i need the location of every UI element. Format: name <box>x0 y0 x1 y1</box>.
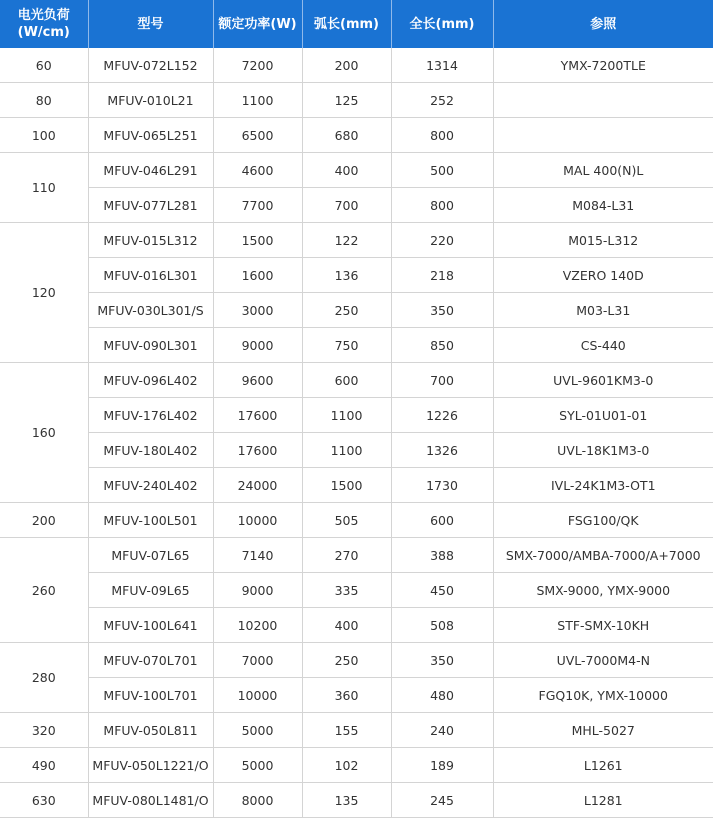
power-cell: 10000 <box>213 678 302 713</box>
reference-cell: FSG100/QK <box>493 503 713 538</box>
table-body <box>0 48 713 818</box>
model-cell: MFUV-010L21 <box>88 83 213 118</box>
table-row <box>0 328 713 363</box>
reference-cell: MHL-5027 <box>493 713 713 748</box>
model-cell: MFUV-240L402 <box>88 468 213 503</box>
table-row <box>0 83 713 118</box>
total-length-cell: 800 <box>391 188 493 223</box>
model-cell: MFUV-09L65 <box>88 573 213 608</box>
load-cell: 200 <box>0 503 88 538</box>
model-cell: MFUV-100L501 <box>88 503 213 538</box>
load-cell: 630 <box>0 783 88 818</box>
total-length-cell: 350 <box>391 293 493 328</box>
total-length-cell: 1226 <box>391 398 493 433</box>
power-cell: 7700 <box>213 188 302 223</box>
total-length-cell: 600 <box>391 503 493 538</box>
total-length-cell: 218 <box>391 258 493 293</box>
header-power: 额定功率(W) <box>213 0 302 48</box>
power-cell: 1500 <box>213 223 302 258</box>
arc-length-cell: 1500 <box>302 468 391 503</box>
reference-cell: MAL 400(N)L <box>493 153 713 188</box>
arc-length-cell: 136 <box>302 258 391 293</box>
arc-length-cell: 750 <box>302 328 391 363</box>
reference-cell: L1281 <box>493 783 713 818</box>
total-length-cell: 220 <box>391 223 493 258</box>
total-length-cell: 450 <box>391 573 493 608</box>
total-length-cell: 480 <box>391 678 493 713</box>
power-cell: 3000 <box>213 293 302 328</box>
table-row <box>0 468 713 503</box>
arc-length-cell: 1100 <box>302 398 391 433</box>
model-cell: MFUV-046L291 <box>88 153 213 188</box>
header-arc-length: 弧长(mm) <box>302 0 391 48</box>
total-length-cell: 1730 <box>391 468 493 503</box>
load-cell: 490 <box>0 748 88 783</box>
header-model: 型号 <box>88 0 213 48</box>
power-cell: 9600 <box>213 363 302 398</box>
table-row <box>0 713 713 748</box>
table-row <box>0 153 713 188</box>
table-row <box>0 678 713 713</box>
load-cell: 120 <box>0 223 88 363</box>
table-row <box>0 748 713 783</box>
power-cell: 1100 <box>213 83 302 118</box>
total-length-cell: 245 <box>391 783 493 818</box>
load-cell: 100 <box>0 118 88 153</box>
power-cell: 6500 <box>213 118 302 153</box>
arc-length-cell: 700 <box>302 188 391 223</box>
power-cell: 17600 <box>213 398 302 433</box>
table-row <box>0 643 713 678</box>
table-row <box>0 188 713 223</box>
power-cell: 10200 <box>213 608 302 643</box>
arc-length-cell: 125 <box>302 83 391 118</box>
total-length-cell: 350 <box>391 643 493 678</box>
arc-length-cell: 200 <box>302 48 391 83</box>
model-cell: MFUV-015L312 <box>88 223 213 258</box>
total-length-cell: 800 <box>391 118 493 153</box>
model-cell: MFUV-100L641 <box>88 608 213 643</box>
power-cell: 5000 <box>213 713 302 748</box>
reference-cell: VZERO 140D <box>493 258 713 293</box>
model-cell: MFUV-030L301/S <box>88 293 213 328</box>
reference-cell: UVL-9601KM3-0 <box>493 363 713 398</box>
model-cell: MFUV-080L1481/O <box>88 783 213 818</box>
total-length-cell: 189 <box>391 748 493 783</box>
table-row <box>0 118 713 153</box>
arc-length-cell: 1100 <box>302 433 391 468</box>
table-row <box>0 503 713 538</box>
reference-cell: SMX-7000/AMBA-7000/A+7000 <box>493 538 713 573</box>
power-cell: 9000 <box>213 328 302 363</box>
reference-cell: M015-L312 <box>493 223 713 258</box>
total-length-cell: 388 <box>391 538 493 573</box>
reference-cell: L1261 <box>493 748 713 783</box>
load-cell: 320 <box>0 713 88 748</box>
model-cell: MFUV-050L1221/O <box>88 748 213 783</box>
model-cell: MFUV-077L281 <box>88 188 213 223</box>
power-cell: 17600 <box>213 433 302 468</box>
total-length-cell: 1314 <box>391 48 493 83</box>
arc-length-cell: 680 <box>302 118 391 153</box>
arc-length-cell: 250 <box>302 293 391 328</box>
power-cell: 9000 <box>213 573 302 608</box>
arc-length-cell: 400 <box>302 153 391 188</box>
table-header-row <box>0 0 713 48</box>
model-cell: MFUV-090L301 <box>88 328 213 363</box>
load-cell: 110 <box>0 153 88 223</box>
arc-length-cell: 122 <box>302 223 391 258</box>
table-row <box>0 363 713 398</box>
table-row <box>0 433 713 468</box>
table-row <box>0 258 713 293</box>
model-cell: MFUV-072L152 <box>88 48 213 83</box>
power-cell: 10000 <box>213 503 302 538</box>
total-length-cell: 700 <box>391 363 493 398</box>
power-cell: 24000 <box>213 468 302 503</box>
model-cell: MFUV-050L811 <box>88 713 213 748</box>
reference-cell: YMX-7200TLE <box>493 48 713 83</box>
model-cell: MFUV-176L402 <box>88 398 213 433</box>
arc-length-cell: 505 <box>302 503 391 538</box>
model-cell: MFUV-070L701 <box>88 643 213 678</box>
power-cell: 4600 <box>213 153 302 188</box>
power-cell: 5000 <box>213 748 302 783</box>
arc-length-cell: 360 <box>302 678 391 713</box>
table-row <box>0 398 713 433</box>
table-row <box>0 293 713 328</box>
table-row <box>0 608 713 643</box>
power-cell: 7200 <box>213 48 302 83</box>
table-row <box>0 783 713 818</box>
reference-cell: SMX-9000, YMX-9000 <box>493 573 713 608</box>
total-length-cell: 252 <box>391 83 493 118</box>
reference-cell <box>493 83 713 118</box>
reference-cell: UVL-7000M4-N <box>493 643 713 678</box>
reference-cell: IVL-24K1M3-OT1 <box>493 468 713 503</box>
arc-length-cell: 155 <box>302 713 391 748</box>
load-cell: 280 <box>0 643 88 713</box>
arc-length-cell: 335 <box>302 573 391 608</box>
total-length-cell: 500 <box>391 153 493 188</box>
power-cell: 1600 <box>213 258 302 293</box>
model-cell: MFUV-180L402 <box>88 433 213 468</box>
load-cell: 80 <box>0 83 88 118</box>
reference-cell: SYL-01U01-01 <box>493 398 713 433</box>
total-length-cell: 508 <box>391 608 493 643</box>
table-row <box>0 223 713 258</box>
reference-cell <box>493 118 713 153</box>
header-total-length: 全长(mm) <box>391 0 493 48</box>
header-reference: 参照 <box>493 0 713 48</box>
arc-length-cell: 135 <box>302 783 391 818</box>
reference-cell: M03-L31 <box>493 293 713 328</box>
table-row <box>0 573 713 608</box>
power-cell: 7000 <box>213 643 302 678</box>
arc-length-cell: 270 <box>302 538 391 573</box>
total-length-cell: 850 <box>391 328 493 363</box>
table-row <box>0 48 713 83</box>
load-cell: 160 <box>0 363 88 503</box>
power-cell: 7140 <box>213 538 302 573</box>
total-length-cell: 240 <box>391 713 493 748</box>
power-cell: 8000 <box>213 783 302 818</box>
reference-cell: STF-SMX-10KH <box>493 608 713 643</box>
load-cell: 260 <box>0 538 88 643</box>
model-cell: MFUV-07L65 <box>88 538 213 573</box>
total-length-cell: 1326 <box>391 433 493 468</box>
reference-cell: UVL-18K1M3-0 <box>493 433 713 468</box>
model-cell: MFUV-016L301 <box>88 258 213 293</box>
reference-cell: CS-440 <box>493 328 713 363</box>
model-cell: MFUV-065L251 <box>88 118 213 153</box>
header-load: 电光负荷(W/cm) <box>0 0 88 48</box>
arc-length-cell: 102 <box>302 748 391 783</box>
reference-cell: FGQ10K, YMX-10000 <box>493 678 713 713</box>
arc-length-cell: 250 <box>302 643 391 678</box>
table-row <box>0 538 713 573</box>
model-cell: MFUV-096L402 <box>88 363 213 398</box>
model-cell: MFUV-100L701 <box>88 678 213 713</box>
arc-length-cell: 400 <box>302 608 391 643</box>
reference-cell: M084-L31 <box>493 188 713 223</box>
arc-length-cell: 600 <box>302 363 391 398</box>
load-cell: 60 <box>0 48 88 83</box>
